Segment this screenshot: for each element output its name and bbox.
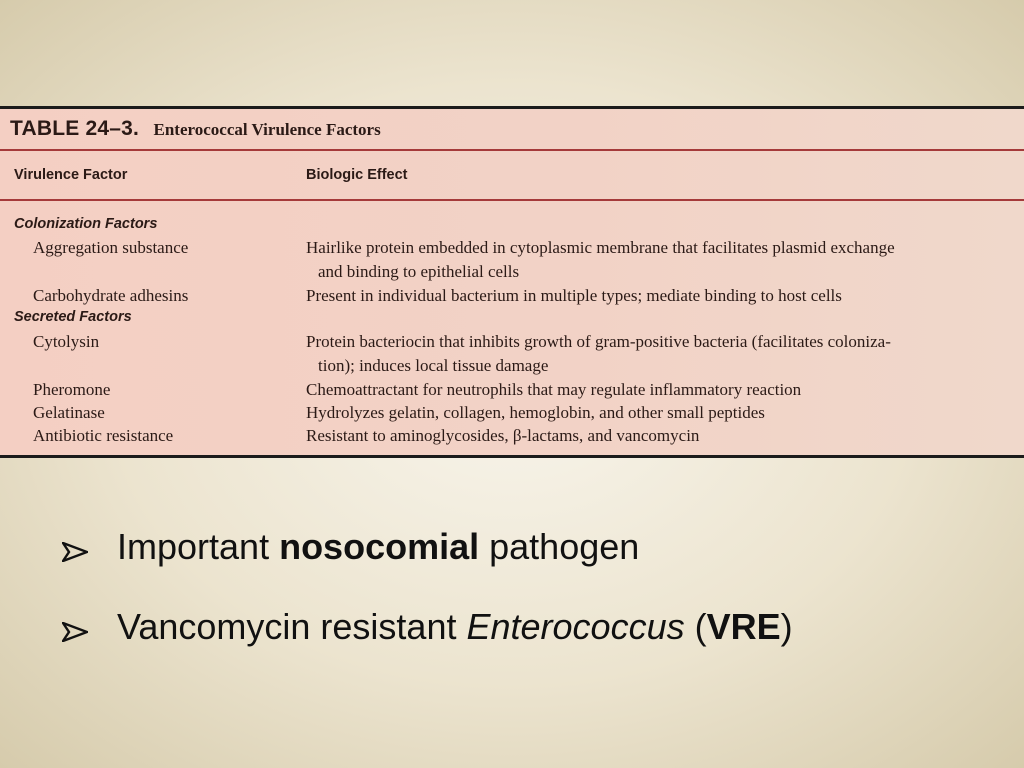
table-rule-header — [0, 199, 1024, 201]
bullet-text-part: pathogen — [479, 526, 640, 567]
arrow-bullet-icon — [62, 622, 88, 642]
column-header-biologic-effect: Biologic Effect — [306, 167, 408, 183]
table-title: Enterococcal Virulence Factors — [153, 120, 381, 139]
bullet-text-part: ( — [684, 606, 707, 647]
table-rule-top — [0, 149, 1024, 151]
table-row-effect: Resistant to aminoglycosides, β-lactams, and vancomycin — [306, 426, 700, 445]
virulence-factors-table — [0, 106, 1024, 458]
bullet-text — [117, 606, 793, 648]
table-row-effect: Present in individual bacterium in multiple types; mediate binding to host cells — [306, 286, 842, 305]
bullet-text-emphasis: nosocomial — [279, 526, 480, 567]
bullet-text-emphasis: VRE — [706, 606, 781, 647]
bullet-text-part: ) — [780, 606, 793, 647]
bullet-text-part: Vancomycin resistant — [117, 606, 467, 647]
table-caption — [10, 117, 381, 147]
table-row-effect-continued: and binding to epithelial cells — [318, 262, 520, 281]
bullet-text — [117, 526, 639, 568]
table-row-effect-continued: tion); induces local tissue damage — [318, 356, 549, 375]
table-row-effect: Hydrolyzes gelatin, collagen, hemoglobin, and other small peptides — [306, 403, 765, 422]
arrow-bullet-icon — [62, 542, 88, 562]
table-row-effect: Hairlike protein embedded in cytoplasmic membrane that facilitates plasmid exchange — [306, 238, 895, 257]
table-row-effect: Chemoattractant for neutrophils that may regulate inflammatory reaction — [306, 380, 802, 399]
table-row-factor: Cytolysin — [33, 332, 100, 351]
bullet-text-italic: Enterococcus — [466, 606, 685, 647]
table-row-factor: Antibiotic resistance — [33, 426, 174, 445]
table-row-factor: Gelatinase — [33, 403, 105, 422]
table-number: TABLE 24–3. — [10, 117, 140, 140]
table-row-factor: Pheromone — [33, 380, 111, 399]
table-row-factor: Carbohydrate adhesins — [33, 286, 189, 305]
section-label-colonization: Colonization Factors — [14, 216, 158, 232]
section-label-secreted: Secreted Factors — [14, 309, 132, 325]
table-row-factor: Aggregation substance — [33, 238, 189, 257]
column-header-virulence-factor: Virulence Factor — [14, 167, 128, 183]
table-row-effect: Protein bacteriocin that inhibits growth of gram-positive bacteria (facilitates coloniza- — [306, 332, 891, 351]
table-header-row — [0, 167, 1024, 191]
bullet-text-part: Important — [117, 526, 280, 567]
